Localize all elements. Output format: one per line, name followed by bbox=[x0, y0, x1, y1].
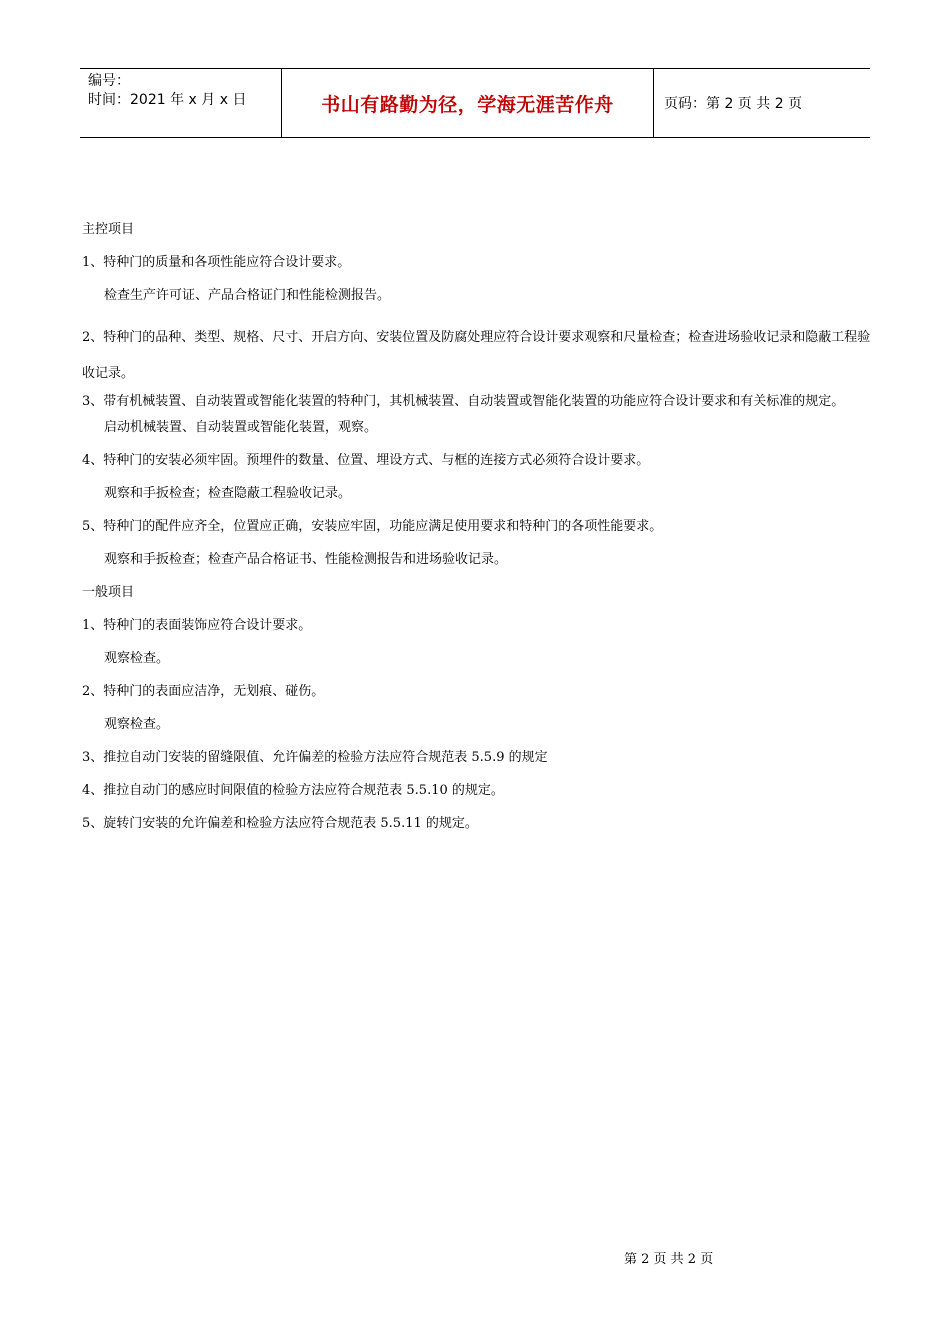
section-title-main: 主控项目 bbox=[82, 222, 135, 237]
time-label: 时间：2021 年 x 月 x 日 bbox=[88, 92, 247, 108]
main-item-1-check: 检查生产许可证、产品合格证门和性能检测报告。 bbox=[104, 288, 391, 303]
general-item-1-check: 观察检查。 bbox=[104, 651, 170, 666]
main-item-2: 2、特种门的品种、类型、规格、尺寸、开启方向、安装位置及防腐处理应符合设计要求观察和尺量检查；检查进场验收记录和隐蔽工程验收记录。 bbox=[82, 330, 871, 381]
page-footer: 第 2 页 共 2 页 bbox=[624, 1252, 714, 1267]
main-item-3: 3、带有机械装置、自动装置或智能化装置的特种门，其机械装置、自动装置或智能化装置的功能应符合设计要求和有关标准的规定。 bbox=[82, 394, 845, 409]
main-item-5-check: 观察和手扳检查；检查产品合格证书、性能检测报告和进场验收记录。 bbox=[104, 552, 508, 567]
section-title-general: 一般项目 bbox=[82, 585, 135, 600]
general-item-2: 2、特种门的表面应洁净，无划痕、碰伤。 bbox=[82, 684, 325, 699]
main-item-4-check: 观察和手扳检查；检查隐蔽工程验收记录。 bbox=[104, 486, 352, 501]
header-meta bbox=[80, 69, 282, 137]
main-item-3-check: 启动机械装置、自动装置或智能化装置，观察。 bbox=[104, 420, 378, 435]
main-item-5: 5、特种门的配件应齐全，位置应正确，安装应牢固，功能应满足使用要求和特种门的各项性能要求。 bbox=[82, 519, 663, 534]
page-info: 页码：第 2 页 共 2 页 bbox=[664, 96, 803, 112]
page-header bbox=[80, 68, 870, 138]
general-item-4: 4、推拉自动门的感应时间限值的检验方法应符合规范表 5.5.10 的规定。 bbox=[82, 783, 504, 798]
main-item-4: 4、特种门的安装必须牢固。预埋件的数量、位置、埋设方式、与框的连接方式必须符合设计要求。 bbox=[82, 453, 650, 468]
general-item-3: 3、推拉自动门安装的留缝限值、允许偏差的检验方法应符合规范表 5.5.9 的规定 bbox=[82, 750, 548, 765]
header-motto-cell bbox=[282, 69, 654, 137]
document-body bbox=[82, 222, 872, 849]
general-item-1: 1、特种门的表面装饰应符合设计要求。 bbox=[82, 618, 312, 633]
general-item-2-check: 观察检查。 bbox=[104, 717, 170, 732]
general-item-5: 5、旋转门安装的允许偏差和检验方法应符合规范表 5.5.11 的规定。 bbox=[82, 816, 478, 831]
motto-text: 书山有路勤为径，学海无涯苦作舟 bbox=[321, 93, 614, 116]
main-item-1: 1、特种门的质量和各项性能应符合设计要求。 bbox=[82, 255, 351, 270]
number-label: 编号： bbox=[88, 73, 130, 89]
